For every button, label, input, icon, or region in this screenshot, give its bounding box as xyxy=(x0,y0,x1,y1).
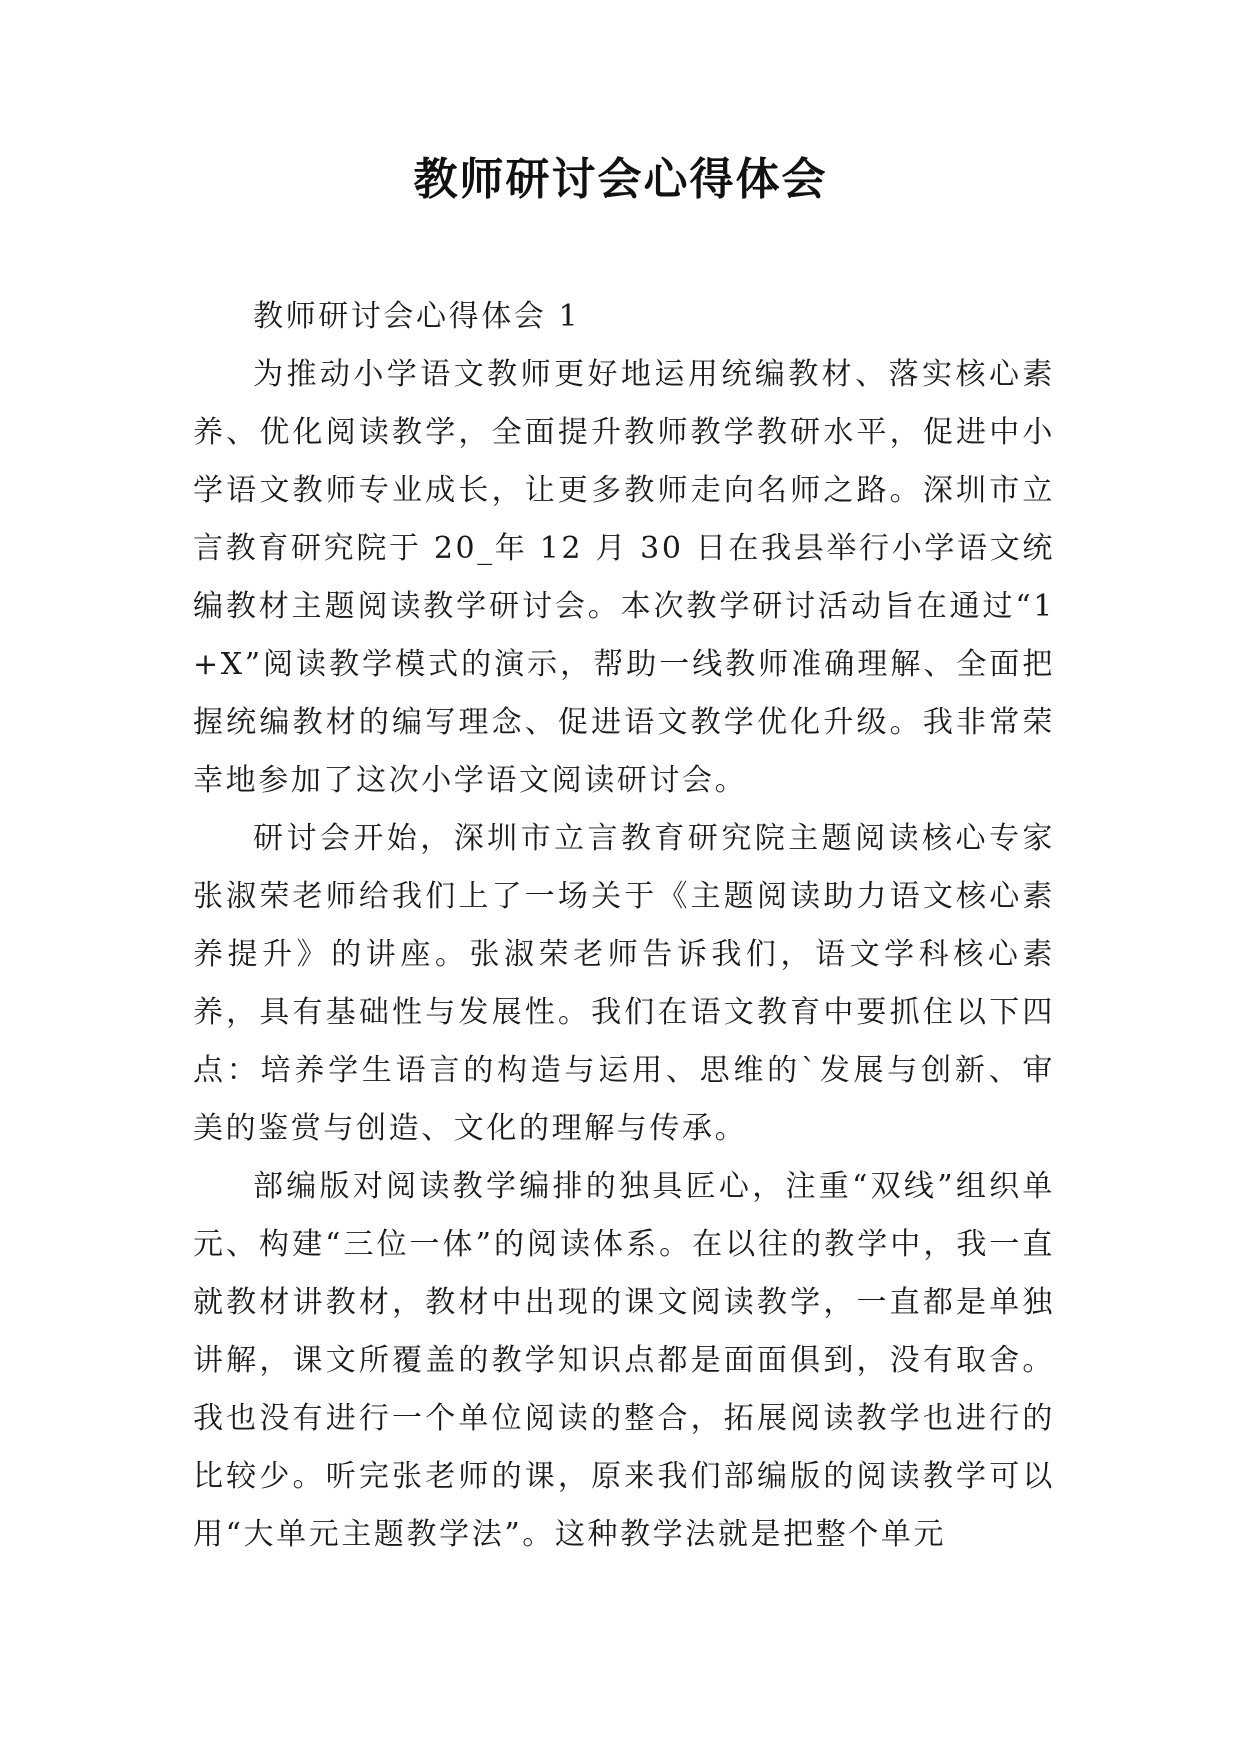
body-paragraph-reflection: 部编版对阅读教学编排的独具匠心，注重“双线”组织单元、构建“三位一体”的阅读体系。在以往的教学中，我一直就教材讲教材，教材中出现的课文阅读教学，一直都是单独讲解，课文所覆盖的教学知识点都是面面俱到，没有取舍。我也没有进行一个单位阅读的整合，拓展阅读教学也进行的比较少。听完张老师的课，原来我们部编版的阅读教学可以用“大单元主题教学法”。这种教学法就是把整个单元 xyxy=(193,1169,1055,1552)
document-title: 教师研讨会心得体会 xyxy=(413,154,828,205)
body-paragraph-lecture: 研讨会开始，深圳市立言教育研究院主题阅读核心专家张淑荣老师给我们上了一场关于《主题阅读助力语文核心素养提升》的讲座。张淑荣老师告诉我们，语文学科核心素养，具有基础性与发展性。我们在语文教育中要抓住以下四点：培养学生语言的构造与运用、思维的`发展与创新、审美的鉴赏与创造、文化的理解与传承。 xyxy=(193,821,1055,1146)
document-body xyxy=(193,288,1055,1564)
body-paragraph-intro: 为推动小学语文教师更好地运用统编教材、落实核心素养、优化阅读教学，全面提升教师教学教研水平，促进中小学语文教师专业成长，让更多教师走向名师之路。深圳市立言教育研究院于 20_年 12 月 30 日在我县举行小学语文统编教材主题阅读教学研讨会。本次教学研讨活动旨在通过“1+X”阅读教学模式的演示，帮助一线教师准确理解、全面把握统编教材的编写理念、促进语文教学优化升级。我非常荣幸地参加了这次小学语文阅读研讨会。 xyxy=(193,357,1055,798)
section-heading: 教师研讨会心得体会 1 xyxy=(253,299,581,334)
